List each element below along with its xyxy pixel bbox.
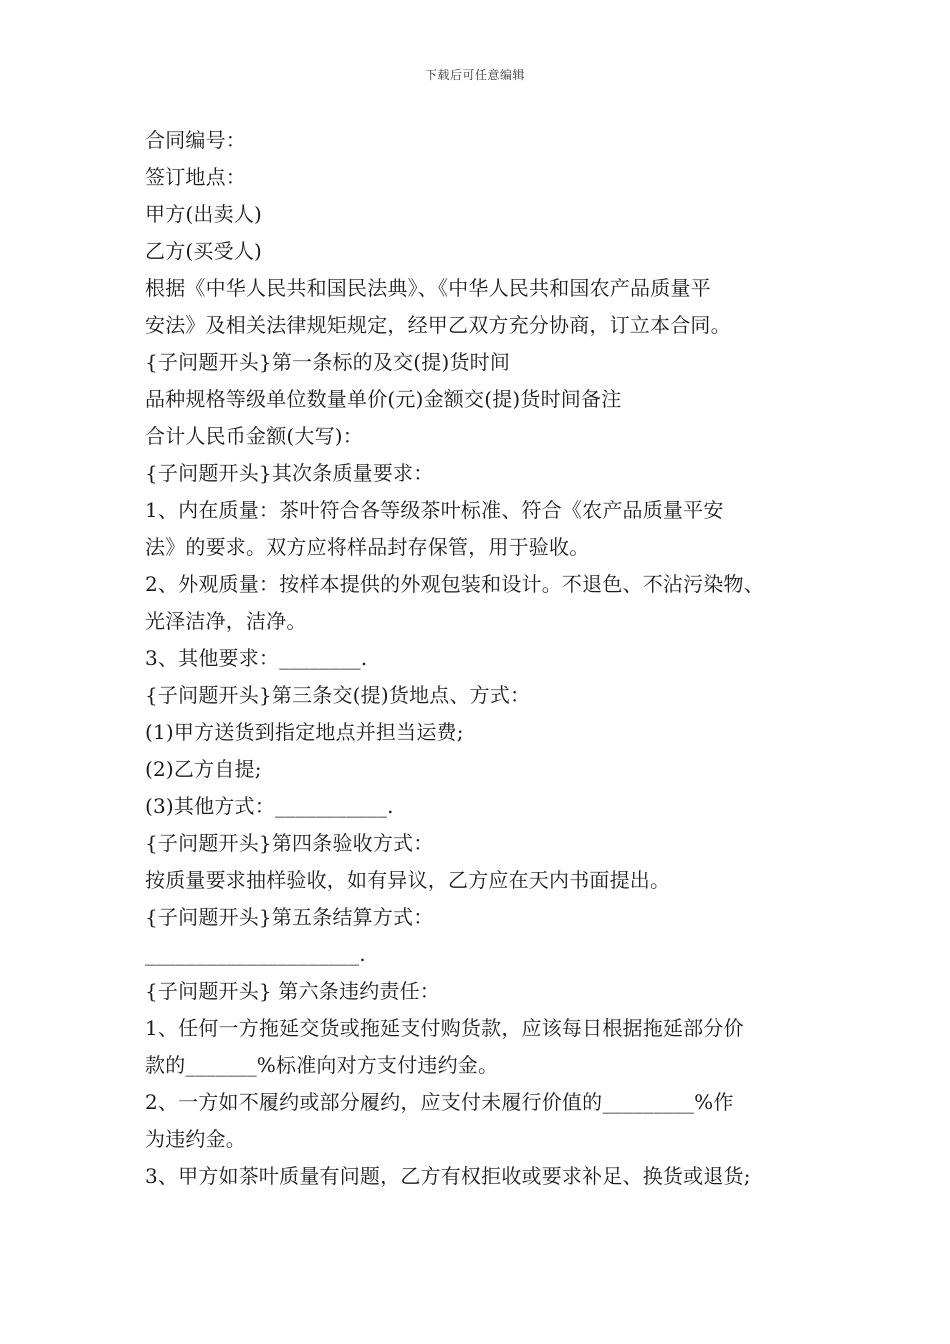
breach-3-line-1: 3、甲方如茶叶质量有问题，乙方有权拒收或要求补足、换货或退货;: [145, 1164, 751, 1188]
preamble-line-2: 安法》及相关法律规矩规定，经甲乙双方充分协商，订立本合同。: [145, 313, 731, 337]
preamble-line-1: 根据《中华人民共和国民法典》、《中华人民共和国农产品质量平: [145, 276, 711, 300]
total-amount-line: 合计人民币金额(大写)：: [145, 424, 364, 448]
article-4-heading: {子问题开头}第四条验收方式：: [145, 831, 434, 855]
breach-1-line-2: 款的_______%标准向对方支付违约金。: [145, 1053, 499, 1077]
article-5-heading: {子问题开头}第五条结算方式：: [145, 905, 434, 929]
quality-internal-line-2: 法》的要求。双方应将样品封存保管，用于验收。: [145, 535, 590, 559]
article-1-heading: {子问题开头}第一条标的及交(提)货时间: [145, 350, 511, 374]
inspection-line: 按质量要求抽样验收，如有异议，乙方应在天内书面提出。: [145, 868, 671, 892]
page-header: 下载后可任意编辑: [424, 68, 525, 82]
party-a-line: 甲方(出卖人): [145, 202, 263, 226]
settlement-blank-line: _____________________.: [145, 942, 366, 966]
breach-1-line-1: 1、任何一方拖延交货或拖延支付购货款，应该每日根据拖延部分价: [145, 1016, 744, 1040]
delivery-option-1: (1)甲方送货到指定地点并担当运费;: [145, 720, 464, 744]
contract-number-line: 合同编号：: [145, 128, 246, 152]
delivery-option-2: (2)乙方自提;: [145, 757, 262, 781]
party-b-line: 乙方(买受人): [145, 239, 263, 263]
quality-other-line: 3、其他要求：________.: [145, 646, 368, 670]
contract-body: [145, 122, 825, 1195]
quality-external-line-2: 光泽洁净，洁净。: [145, 609, 307, 633]
quality-external-line-1: 2、外观质量：按样本提供的外观包装和设计。不退色、不沾污染物、: [145, 572, 764, 596]
signing-place-line: 签订地点：: [145, 165, 246, 189]
delivery-option-3: (3)其他方式：___________.: [145, 794, 394, 818]
article-2-heading: {子问题开头}其次条质量要求：: [145, 461, 434, 485]
quality-internal-line-1: 1、内在质量：茶叶符合各等级茶叶标准、符合《农产品质量平安: [145, 498, 724, 522]
article-3-heading: {子问题开头}第三条交(提)货地点、方式：: [145, 683, 531, 707]
article-6-heading: {子问题开头} 第六条违约责任：: [145, 979, 441, 1003]
breach-2-line-2: 为违约金。: [145, 1127, 246, 1151]
breach-2-line-1: 2、一方如不履约或部分履约，应支付未履行价值的_________%作: [145, 1090, 734, 1114]
table-header-line: 品种规格等级单位数量单价(元)金额交(提)货时间备注: [145, 387, 622, 411]
